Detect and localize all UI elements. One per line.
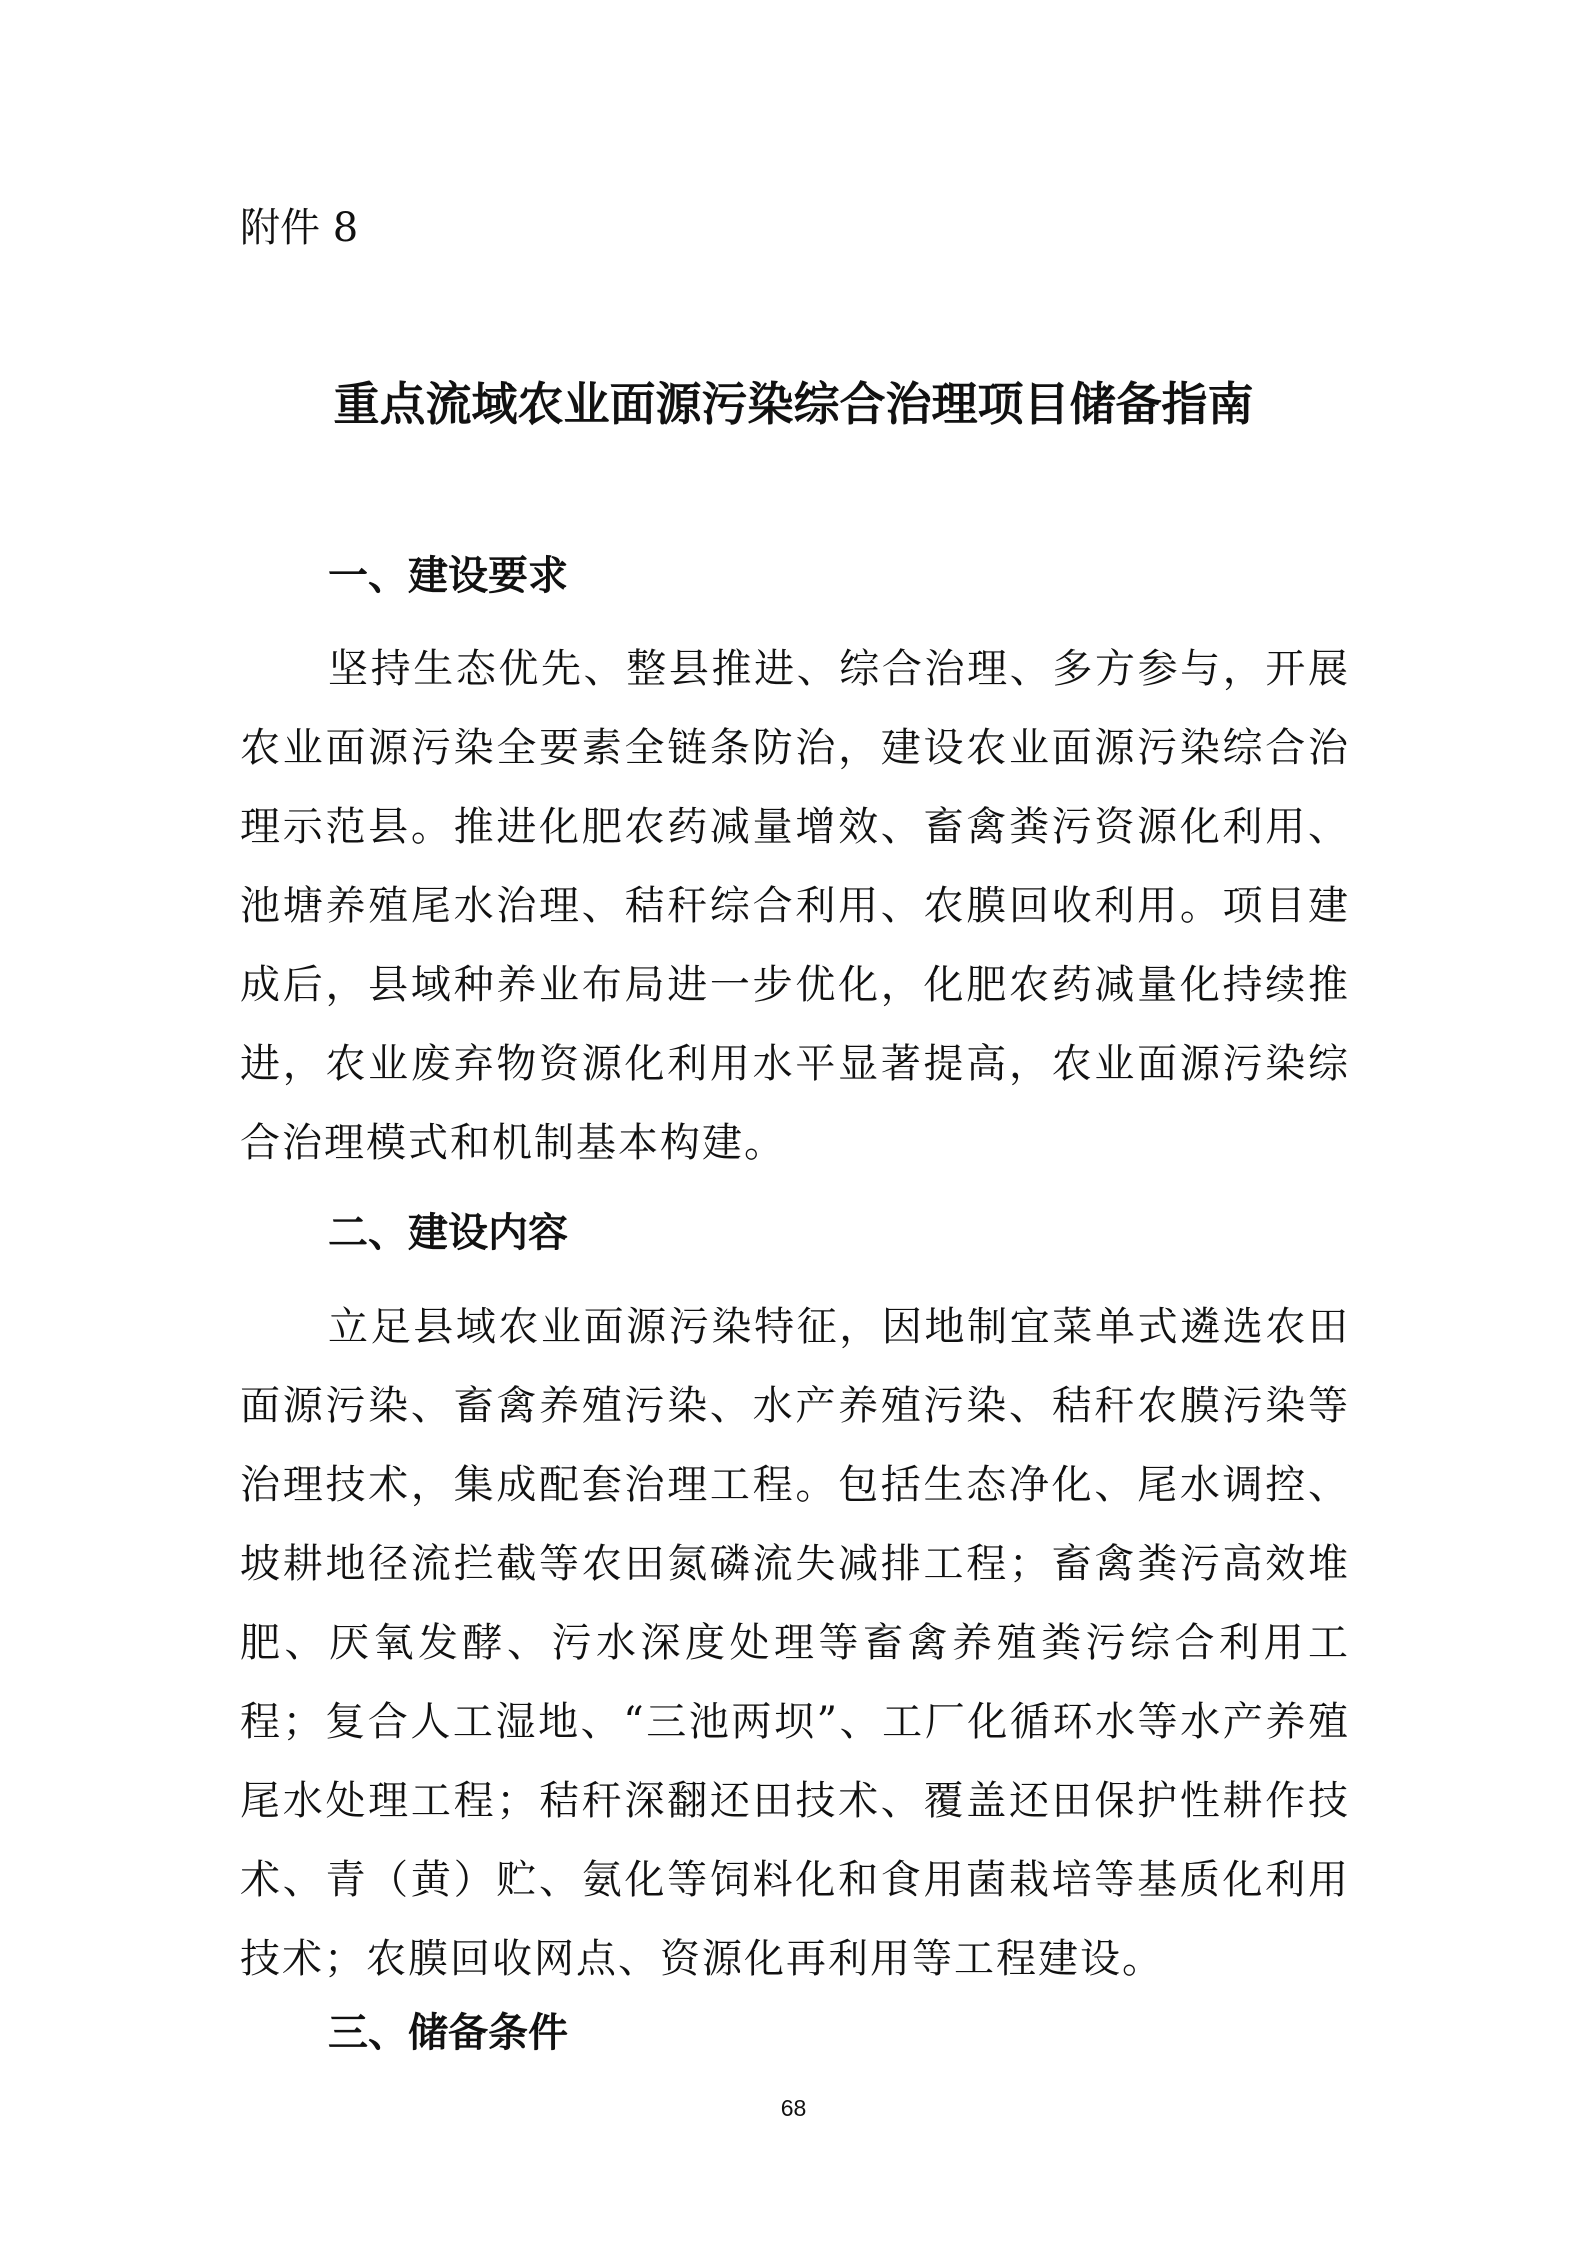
- section-paragraph-content: 立足县域农业面源污染特征，因地制宜菜单式遴选农田面源污染、畜禽养殖污染、水产养殖污染、秸秆农膜污染等治理技术，集成配套治理工程。包括生态净化、尾水调控、坡耕地径流拦截等农田氮磷流失减排工程；畜禽粪污高效堆肥、厌氧发酵、污水深度处理等畜禽养殖粪污综合利用工程；复合人工湿地、“三池两坝”、工厂化循环水等水产养殖尾水处理工程；秸秆深翻还田技术、覆盖还田保护性耕作技术、青（黄）贮、氨化等饲料化和食用菌栽培等基质化利用技术；农膜回收网点、资源化再利用等工程建设。: [240, 1304, 1350, 1982]
- section-paragraph-requirements: 坚持生态优先、整县推进、综合治理、多方参与，开展农业面源污染全要素全链条防治，建设农业面源污染综合治理示范县。推进化肥农药减量增效、畜禽粪污资源化利用、池塘养殖尾水治理、秸秆综合利用、农膜回收利用。项目建成后，县域种养业布局进一步优化，化肥农药减量化持续推进，农业废弃物资源化利用水平显著提高，农业面源污染综合治理模式和机制基本构建。: [240, 646, 1350, 1166]
- attachment-label: 附件 8: [240, 205, 359, 251]
- section-heading-conditions: 三、储备条件: [328, 2010, 568, 2056]
- section-heading-requirements: 一、建设要求: [328, 553, 568, 599]
- page-number: 68: [780, 2095, 807, 2121]
- document-title: 重点流域农业面源污染综合治理项目储备指南: [333, 377, 1254, 431]
- section-heading-content: 二、建设内容: [328, 1210, 568, 1256]
